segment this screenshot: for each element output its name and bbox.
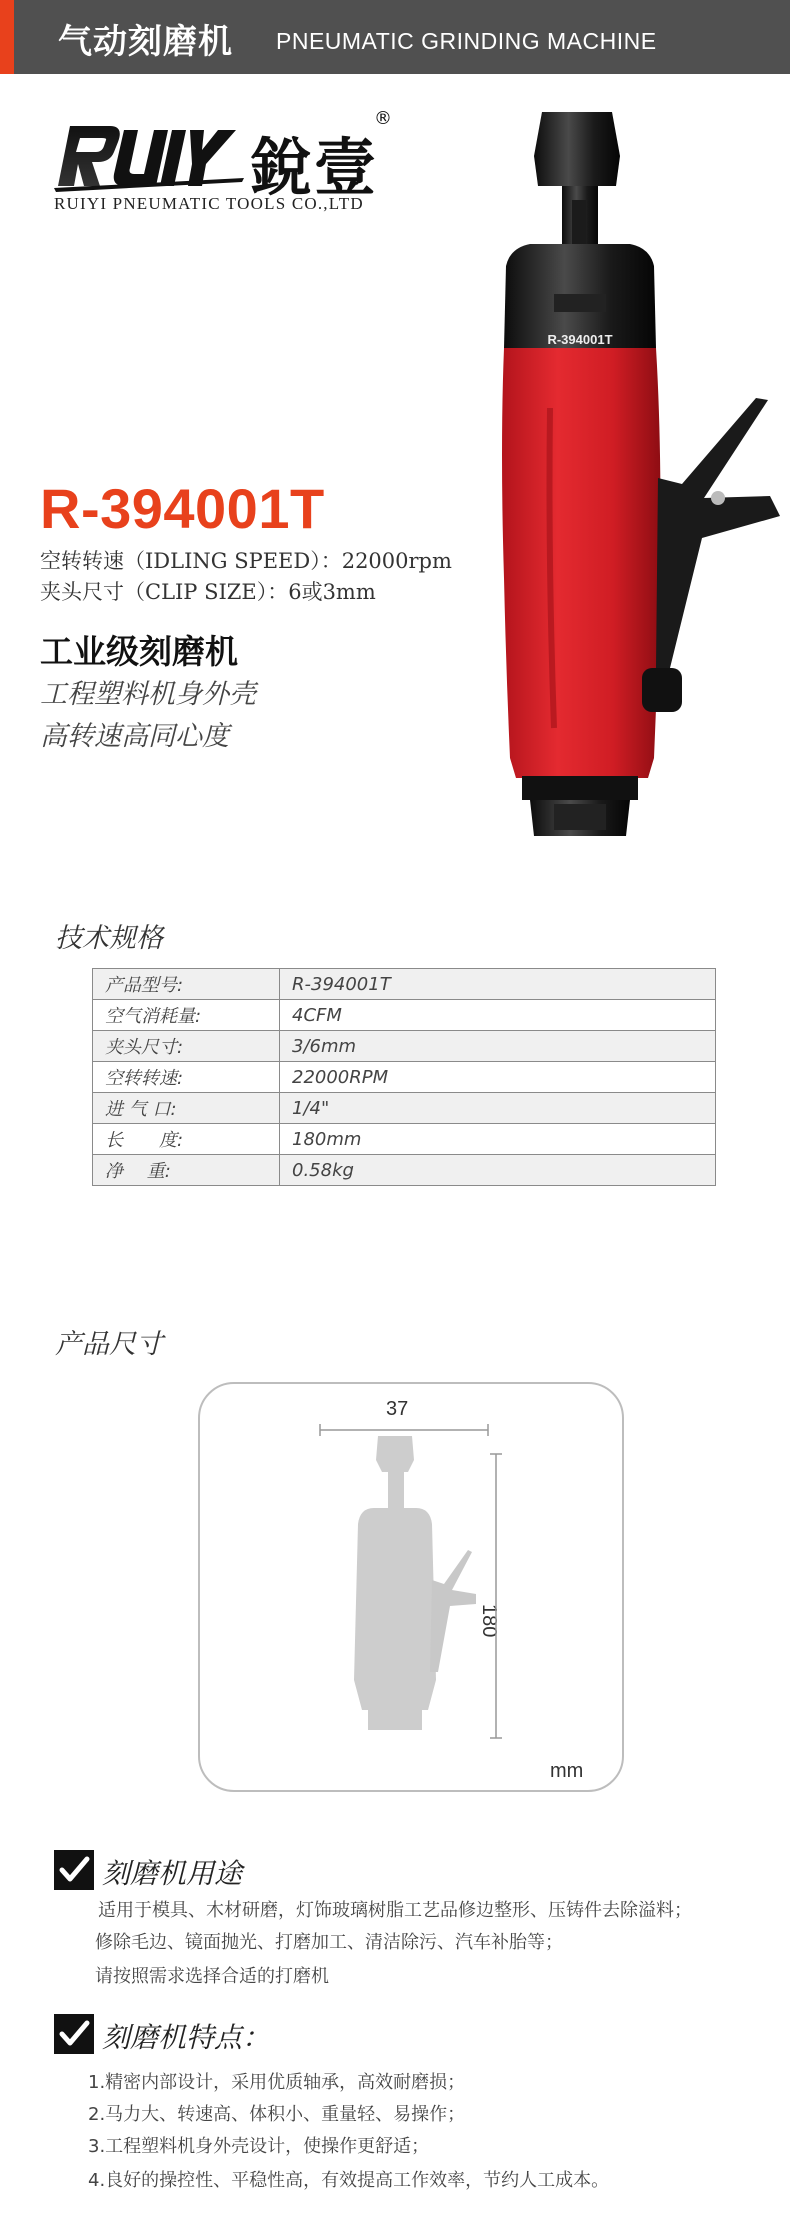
usage-line: 修除毛边、镜面抛光、打磨加工、清洁除污、汽车补胎等； [95,1932,563,1953]
table-row [93,1031,716,1062]
usage-line: 请按照需求选择合适的打磨机 [95,1966,329,1987]
table-row [93,969,716,1000]
grinder-product-image [470,108,790,848]
table-row [93,1000,716,1031]
model-number: R-394001T [40,477,325,540]
feature-point: 2.马力大、转速高、体积小、重量轻、易操作； [88,2104,466,2125]
table-row [93,1155,716,1186]
feature-point: 4.良好的操控性、平稳性高，有效提高工作效率，节约人工成本。 [88,2170,610,2191]
company-name: RUIYI PNEUMATIC TOOLS CO.,LTD [54,194,364,213]
usage-title: 刻磨机用途 [102,1857,243,1890]
features-title: 刻磨机特点： [102,2021,271,2054]
checkmark-icon [54,2014,94,2054]
usage-line: 适用于模具、木材研磨，灯饰玻璃树脂工艺品修边整形、压铸件去除溢料； [98,1900,692,1921]
clip-size-text: 夹头尺寸（CLIP SIZE）：6或3mm [40,580,376,604]
spec-key: 空气消耗量: [93,1000,280,1031]
spec-value: 1/4" [280,1093,716,1124]
feature-heading: 工业级刻磨机 [40,632,238,671]
idling-speed-text: 空转转速（IDLING SPEED）：22000rpm [40,549,452,573]
spec-key: 夹头尺寸: [93,1031,280,1062]
header-title-cn: 气动刻磨机 [58,22,233,62]
spec-value: 3/6mm [280,1031,716,1062]
header-accent-stripe [0,0,14,74]
spec-key: 进 气 口: [93,1093,280,1124]
dimension-section-title: 产品尺寸 [55,1329,163,1360]
dimension-diagram [300,1420,510,1760]
registered-mark: ® [374,108,392,129]
dimension-width-label: 37 [386,1398,409,1420]
checkmark-icon [54,1850,94,1890]
header-title-en: PNEUMATIC GRINDING MACHINE [276,28,657,54]
spec-value: R-394001T [280,969,716,1000]
feature-point: 1.精密内部设计，采用优质轴承，高效耐磨损； [88,2072,466,2093]
feature-line: 工程塑料机身外壳 [40,679,256,710]
spec-section-title: 技术规格 [55,923,163,954]
spec-table [92,968,716,1186]
feature-point: 3.工程塑料机身外壳设计，使操作更舒适； [88,2136,430,2157]
spec-value: 180mm [280,1124,716,1155]
tool-model-label: R-394001T [547,332,613,347]
spec-key: 净 重: [93,1155,280,1186]
spec-value: 0.58kg [280,1155,716,1186]
table-row [93,1062,716,1093]
brand-name-cn: 銳壹 [250,131,379,204]
spec-key: 长 度: [93,1124,280,1155]
feature-line: 高转速高同心度 [40,721,229,752]
spec-value: 22000RPM [280,1062,716,1093]
spec-value: 4CFM [280,1000,716,1031]
spec-key: 空转转速: [93,1062,280,1093]
dimension-unit-label: mm [550,1760,584,1782]
ruiyi-logo-mark [52,116,247,194]
dimension-height-label: 180 [478,1604,500,1638]
spec-key: 产品型号: [93,969,280,1000]
table-row [93,1124,716,1155]
table-row [93,1093,716,1124]
